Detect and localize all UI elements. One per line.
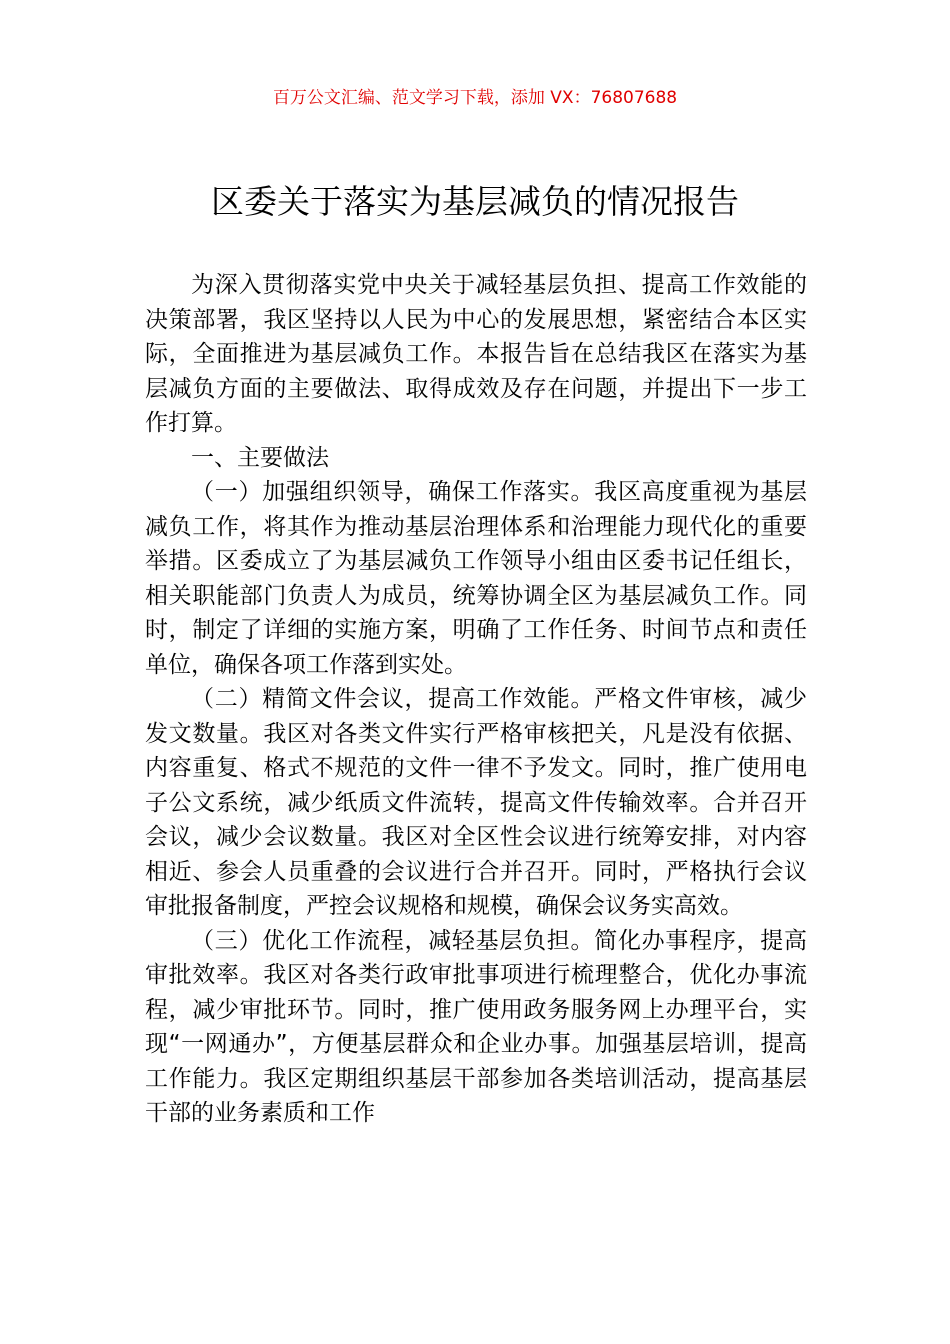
document-body [145,268,807,1131]
intro-paragraph: 为深入贯彻落实党中央关于减轻基层负担、提高工作效能的决策部署，我区坚持以人民为中心的发展思想，紧密结合本区实际，全面推进为基层减负工作。本报告旨在总结我区在落实为基层减负方面的主要做法、取得成效及存在问题，并提出下一步工作打算。 [145,272,807,436]
paragraph-optimize-workflow: （三）优化工作流程，减轻基层负担。简化办事程序，提高审批效率。我区对各类行政审批事项进行梳理整合，优化办事流程，减少审批环节。同时，推广使用政务服务网上办理平台，实现“一网通办”，方便基层群众和企业办事。加强基层培训，提高工作能力。我区定期组织基层干部参加各类培训活动，提高基层干部的业务素质和工作 [145,927,807,1126]
document-title: 区委关于落实为基层减负的情况报告 [211,182,739,221]
paragraph-organization-leadership: （一）加强组织领导，确保工作落实。我区高度重视为基层减负工作，将其作为推动基层治理体系和治理能力现代化的重要举措。区委成立了为基层减负工作领导小组由区委书记任组长，相关职能部门负责人为成员，统筹协调全区为基层减负工作。同时，制定了详细的实施方案，明确了工作任务、时间节点和责任单位，确保各项工作落到实处。 [145,479,807,678]
watermark-banner: 百万公文汇编、范文学习下载，添加 VX：76807688 [272,88,678,108]
paragraph-streamline-documents-meetings: （二）精简文件会议，提高工作效能。严格文件审核，减少发文数量。我区对各类文件实行严格审核把关，凡是没有依据、内容重复、格式不规范的文件一律不予发文。同时，推广使用电子公文系统，减少纸质文件流转，提高文件传输效率。合并召开会议，减少会议数量。我区对全区性会议进行统筹安排，对内容相近、参会人员重叠的会议进行合并召开。同时，严格执行会议审批报备制度，严控会议规格和规模，确保会议务实高效。 [145,686,807,919]
section-heading-main-practices: 一、主要做法 [191,444,329,471]
